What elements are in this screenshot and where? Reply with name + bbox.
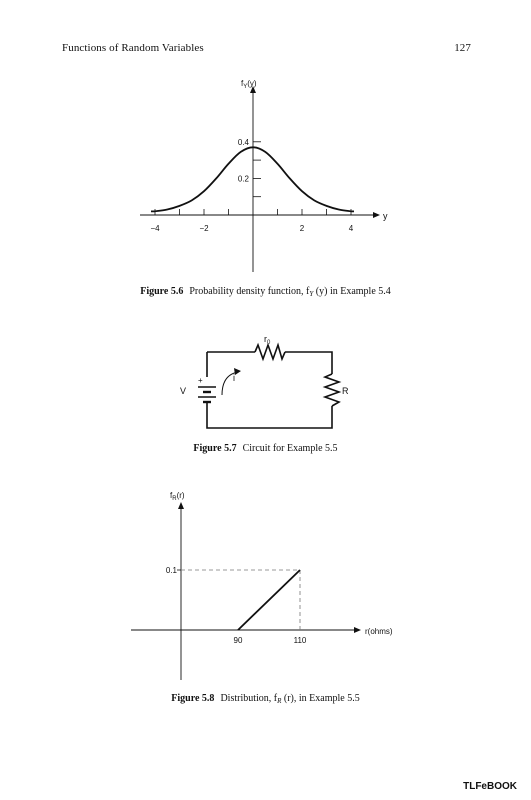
y-tick-label: 0.2 [237, 174, 249, 184]
figure-5-8-label: Figure 5.8 [171, 693, 215, 704]
figure-5-6-caption-tail: (y) in Example 5.4 [313, 286, 391, 297]
page-number: 127 [454, 42, 471, 54]
distribution-line [238, 570, 300, 630]
plus-label: + [198, 376, 203, 385]
y-tick-label: 0.1 [165, 566, 177, 575]
x-axis-label: r(ohms) [365, 627, 393, 636]
x-tick-label: 2 [299, 224, 305, 233]
x-axis-label: y [383, 211, 388, 221]
x-tick-label: −2 [199, 224, 209, 233]
figure-5-6-caption-text: Probability density function, f [189, 286, 310, 297]
y-axis-arrow-icon [178, 502, 184, 509]
figure-5-8-caption [0, 693, 531, 704]
figure-5-6-label: Figure 5.6 [140, 286, 184, 297]
y-tick-label: 0.4 [237, 137, 249, 147]
running-title: Functions of Random Variables [62, 42, 204, 54]
figure-5-7-caption-text: Circuit for Example 5.5 [242, 443, 338, 454]
figure-5-8-caption-tail: (r), in Example 5.5 [281, 693, 360, 704]
current-label: i [233, 373, 235, 383]
x-tick-label: 110 [293, 636, 307, 645]
x-tick-label: 4 [348, 224, 354, 233]
footer-mark: TLFeBOOK [463, 781, 517, 792]
resistor-R-label: R [342, 386, 349, 396]
voltage-label: V [180, 386, 187, 396]
figure-5-8-caption-sub: R [277, 697, 282, 705]
figure-5-8-caption-text: Distribution, f [220, 693, 278, 704]
figure-5-6-caption-sub: Y [309, 290, 314, 298]
x-tick-label: 90 [233, 636, 243, 645]
x-tick-label: −4 [150, 224, 160, 233]
x-axis-arrow-icon [354, 627, 361, 633]
y-axis-label: $f_R(r)$ [170, 491, 185, 502]
resistor-r0-label: $r_0$ [264, 334, 271, 346]
y-axis-label: $f_Y(y)$ [241, 79, 257, 90]
figure-5-7-label: Figure 5.7 [193, 443, 237, 454]
